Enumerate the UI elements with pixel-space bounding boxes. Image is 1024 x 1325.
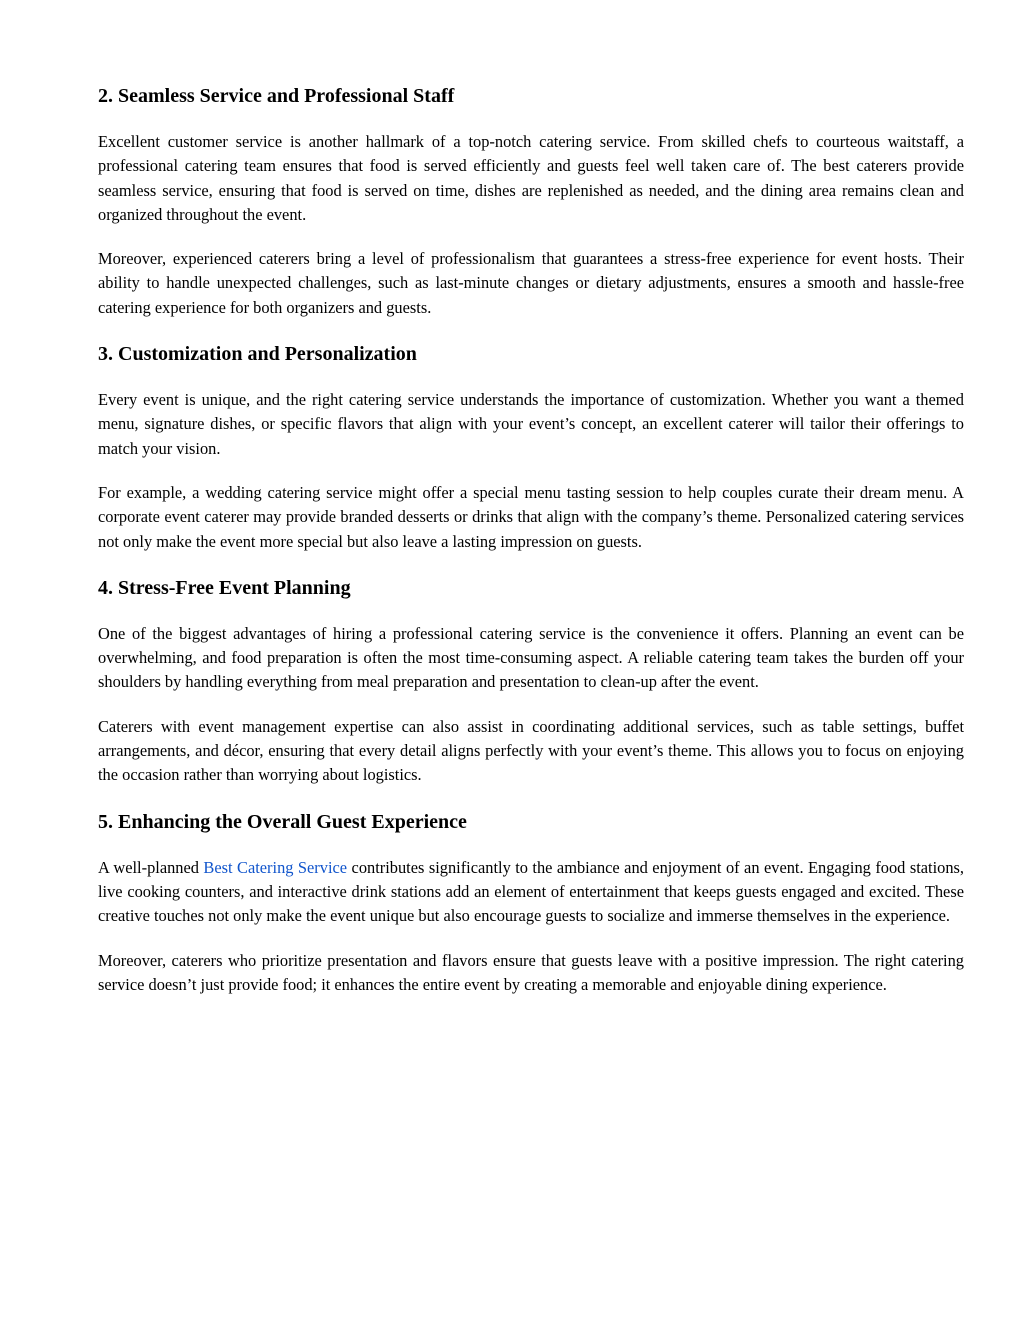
paragraph: For example, a wedding catering service might offer a special menu tasting session to help couples curate their dream menu. A corporate event caterer may provide branded desserts or drinks that align with the company’s theme. Personalized catering services not only make the event more special but also leave a lasting impression on guests. <box>98 482 964 551</box>
paragraph: Excellent customer service is another hallmark of a top-notch catering service. From skilled chefs to courteous waitstaff, a professional catering team ensures that food is served efficiently and guests feel well taken care of. The best caterers provide seamless service, ensuring that food is served on time, dishes are replenished as needed, and the dining area remains clean and organized throughout the event. <box>98 132 964 224</box>
section-heading: 3. Customization and Personalization <box>98 343 417 366</box>
paragraph: Moreover, caterers who prioritize presentation and flavors ensure that guests leave with a positive impression. The right catering service doesn’t just provide food; it enhances the entire event by creating a memorable and enjoyable dining experience. <box>98 950 964 994</box>
section-stress-free-planning <box>98 574 964 788</box>
paragraph-with-link <box>98 856 964 929</box>
section-customization <box>98 340 964 554</box>
section-heading: 4. Stress-Free Event Planning <box>98 576 351 599</box>
paragraph: One of the biggest advantages of hiring a professional catering service is the convenience it offers. Planning an event can be overwhelming, and food preparation is often the most time-consuming aspect. A reliable catering team takes the burden off your shoulders by handling everything from meal preparation and presentation to clean-up after the event. <box>98 623 964 692</box>
paragraph-text: A well-planned <box>98 857 204 877</box>
paragraph: Caterers with event management expertise can also assist in coordinating additional services, such as table settings, buffet arrangements, and décor, ensuring that every detail aligns perfectly with your event’s theme. This allows you to focus on enjoying the occasion rather than worrying about logistics. <box>98 716 964 785</box>
section-heading: 5. Enhancing the Overall Guest Experience <box>98 810 467 833</box>
section-guest-experience <box>98 808 964 997</box>
paragraph: Moreover, experienced caterers bring a level of professionalism that guarantees a stress-free experience for event hosts. Their ability to handle unexpected challenges, such as last-minute changes or dietary adjustments, ensures a smooth and hassle-free catering experience for both organizers and guests. <box>98 249 964 317</box>
document-page <box>98 82 964 1017</box>
section-seamless-service <box>98 82 964 320</box>
paragraph: Every event is unique, and the right catering service understands the importance of customization. Whether you want a themed menu, signature dishes, or specific flavors that align with your event’s concept, an excellent caterer will tailor their offerings to match your vision. <box>98 390 964 458</box>
best-catering-service-link[interactable]: Best Catering Service <box>203 857 348 877</box>
section-heading: 2. Seamless Service and Professional Staff <box>98 85 455 107</box>
paragraph-text: contributes significantly to the ambiance and enjoyment of an event. Engaging food stations, live cooking counters, and interactive drink stations add an element of entertainment that keeps guests engaged and excited. These creative touches not only make the event unique but also encourage guests to socialize and immerse themselves in the experience. <box>98 857 965 926</box>
